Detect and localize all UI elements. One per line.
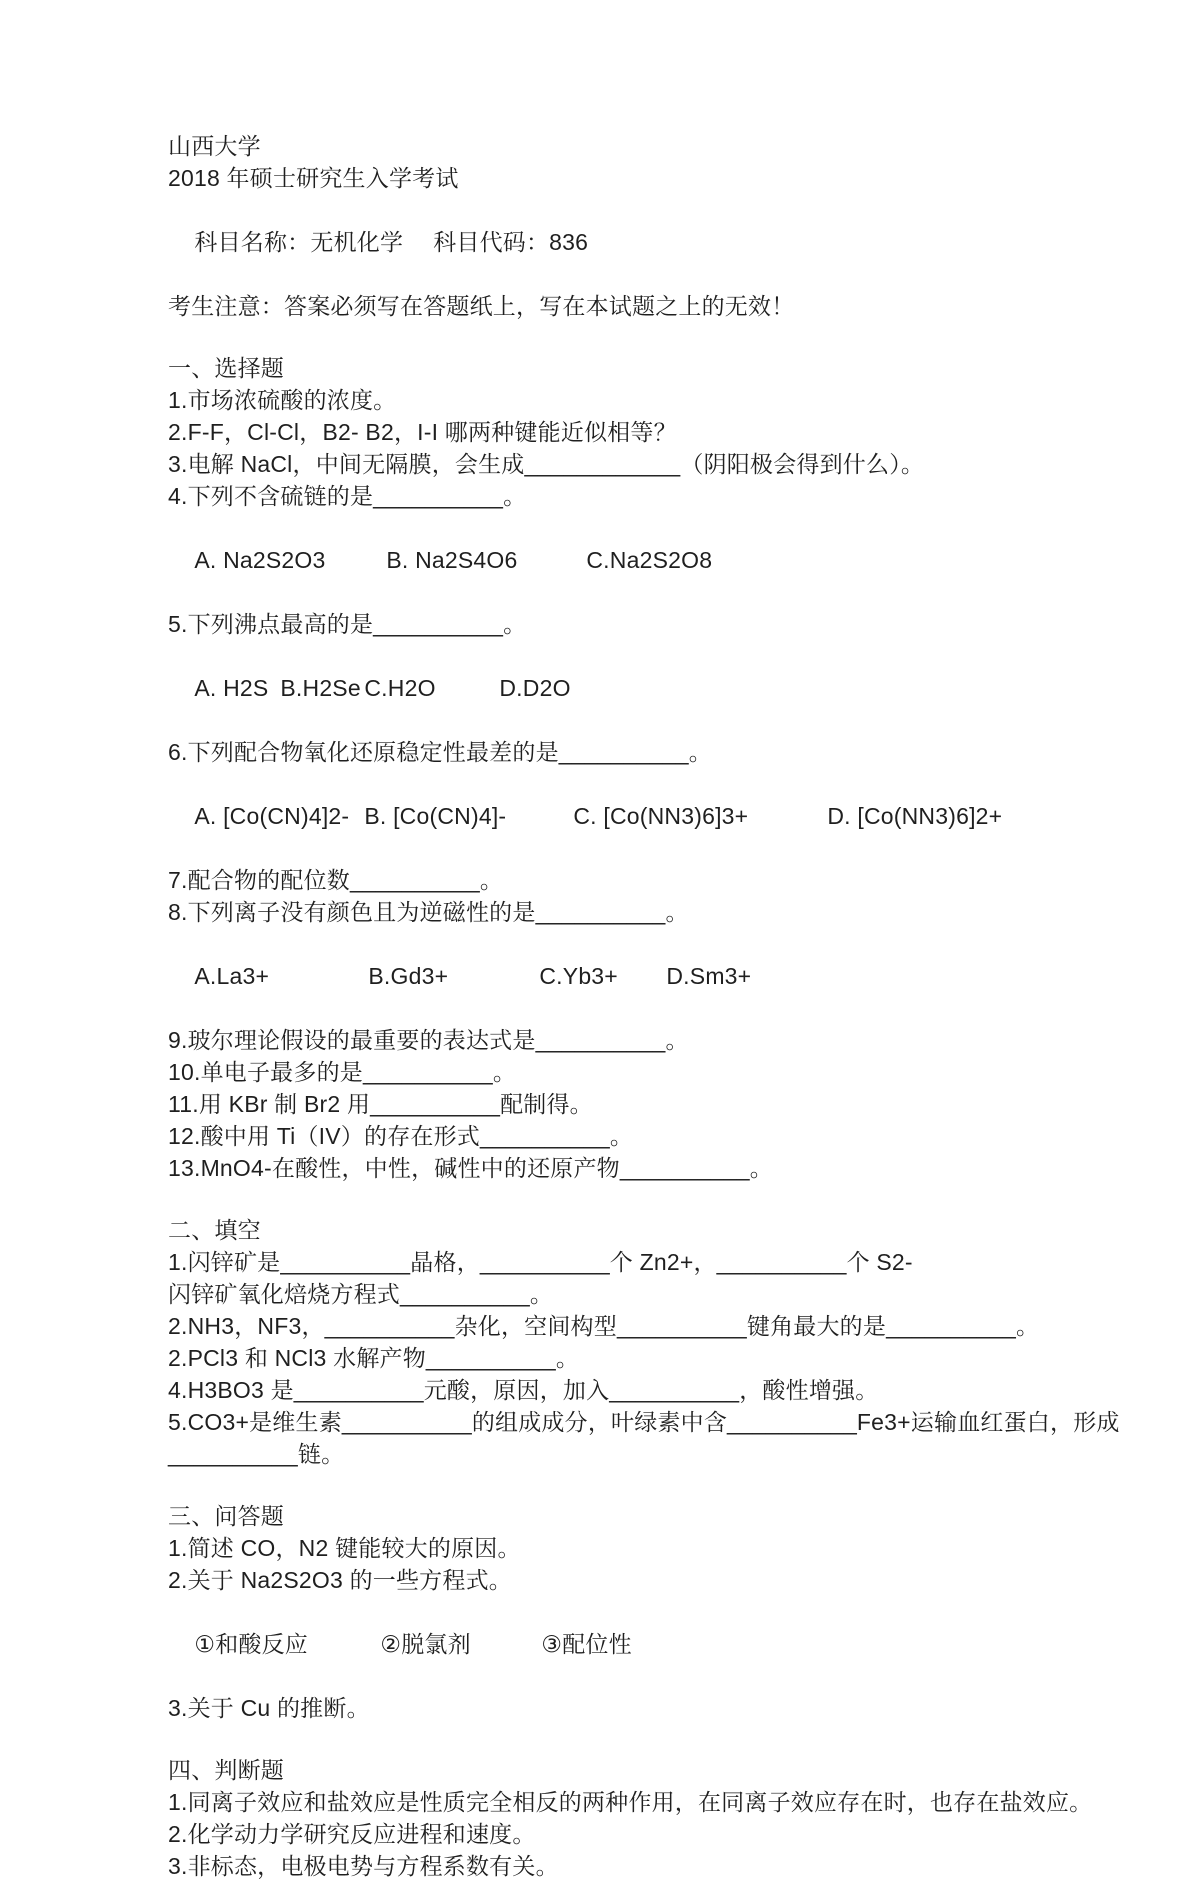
question-line: 6.下列配合物氧化还原稳定性最差的是__________。 xyxy=(168,739,712,765)
question-line: 1.简述 CO，N2 键能较大的原因。 xyxy=(168,1535,521,1561)
subject-name: 科目名称：无机化学 xyxy=(194,229,404,255)
question-line: 3.非标态，电极电势与方程系数有关。 xyxy=(168,1853,559,1879)
question-line: 9.玻尔理论假设的最重要的表达式是__________。 xyxy=(168,1027,689,1053)
question-line: 5.CO3+是维生素__________的组成成分，叶绿素中含__________Fe3+运输血红蛋白，形成 xyxy=(168,1409,1120,1435)
question-line: 1.闪锌矿是__________晶格，__________个 Zn2+，__________个 S2- xyxy=(168,1249,913,1275)
section-heading-short-answer: 三、问答题 xyxy=(168,1503,284,1529)
question-line: __________链。 xyxy=(168,1441,345,1467)
question-line: 12.酸中用 Ti（IV）的存在形式__________。 xyxy=(168,1123,634,1149)
question-line: 4.下列不含硫链的是__________。 xyxy=(168,483,527,509)
section-heading-true-false: 四、判断题 xyxy=(168,1757,284,1783)
section-heading-fill-in-blank: 二、填空 xyxy=(168,1217,261,1243)
option-item: B.H2Se xyxy=(280,675,361,701)
question-line: 2.NH3，NF3，__________杂化，空间构型__________键角最大的是__________。 xyxy=(168,1313,1040,1339)
option-row xyxy=(168,640,1135,736)
question-line: 8.下列离子没有颜色且为逆磁性的是__________。 xyxy=(168,899,689,925)
question-line: 1.同离子效应和盐效应是性质完全相反的两种作用，在同离子效应存在时，也存在盐效应。 xyxy=(168,1789,1093,1815)
subject-line xyxy=(168,194,1135,290)
option-item: D.Sm3+ xyxy=(666,963,752,989)
question-line: 1.市场浓硫酸的浓度。 xyxy=(168,387,397,413)
question-line: 3.电解 NaCl，中间无隔膜，会生成____________（阴阳极会得到什么）。 xyxy=(168,451,925,477)
option-item: B. [Co(CN)4]- xyxy=(364,803,507,829)
option-item: A. Na2S2O3 xyxy=(194,547,326,573)
option-item: A. H2S xyxy=(194,675,269,701)
question-line: 4.H3BO3 是__________元酸，原因，加入__________，酸性增强。 xyxy=(168,1377,879,1403)
option-item: B.Gd3+ xyxy=(368,963,449,989)
question-line: 闪锌矿氧化焙烧方程式__________。 xyxy=(168,1281,554,1307)
question-line: 2.PCl3 和 NCl3 水解产物__________。 xyxy=(168,1345,580,1371)
option-item: ③配位性 xyxy=(541,1631,632,1657)
section-heading-multiple-choice: 一、选择题 xyxy=(168,355,284,381)
option-item: ①和酸反应 xyxy=(194,1631,308,1657)
question-line: 7.配合物的配位数__________。 xyxy=(168,867,504,893)
question-line: 2.F-F，Cl-Cl，B2- B2，I-I 哪两种键能近似相等？ xyxy=(168,419,677,445)
option-item: C. [Co(NN3)6]3+ xyxy=(573,803,749,829)
option-item: B. Na2S4O6 xyxy=(386,547,518,573)
option-item: A. [Co(CN)4]2- xyxy=(194,803,350,829)
subject-code: 科目代码：836 xyxy=(433,229,589,255)
option-row xyxy=(168,768,1135,864)
exam-title: 2018 年硕士研究生入学考试 xyxy=(168,165,459,191)
option-row xyxy=(168,512,1135,608)
option-item: ②脱氯剂 xyxy=(380,1631,471,1657)
option-row xyxy=(168,1596,1135,1692)
option-item: A.La3+ xyxy=(194,963,270,989)
candidate-notice: 考生注意：答案必须写在答题纸上，写在本试题之上的无效！ xyxy=(168,293,795,319)
option-item: C.Yb3+ xyxy=(539,963,618,989)
option-item: C.H2O xyxy=(364,675,436,701)
option-item: D. [Co(NN3)6]2+ xyxy=(827,803,1003,829)
option-item: D.D2O xyxy=(499,675,571,701)
question-line: 13.MnO4-在酸性，中性，碱性中的还原产物__________。 xyxy=(168,1155,773,1181)
question-line: 11.用 KBr 制 Br2 用__________配制得。 xyxy=(168,1091,593,1117)
question-line: 5.下列沸点最高的是__________。 xyxy=(168,611,527,637)
option-item: C.Na2S2O8 xyxy=(586,547,713,573)
question-line: 3.关于 Cu 的推断。 xyxy=(168,1695,370,1721)
question-line: 2.化学动力学研究反应进程和速度。 xyxy=(168,1821,536,1847)
question-line: 2.关于 Na2S2O3 的一些方程式。 xyxy=(168,1567,512,1593)
option-row xyxy=(168,928,1135,1024)
university-name: 山西大学 xyxy=(168,133,261,159)
question-line: 10.单电子最多的是__________。 xyxy=(168,1059,517,1085)
